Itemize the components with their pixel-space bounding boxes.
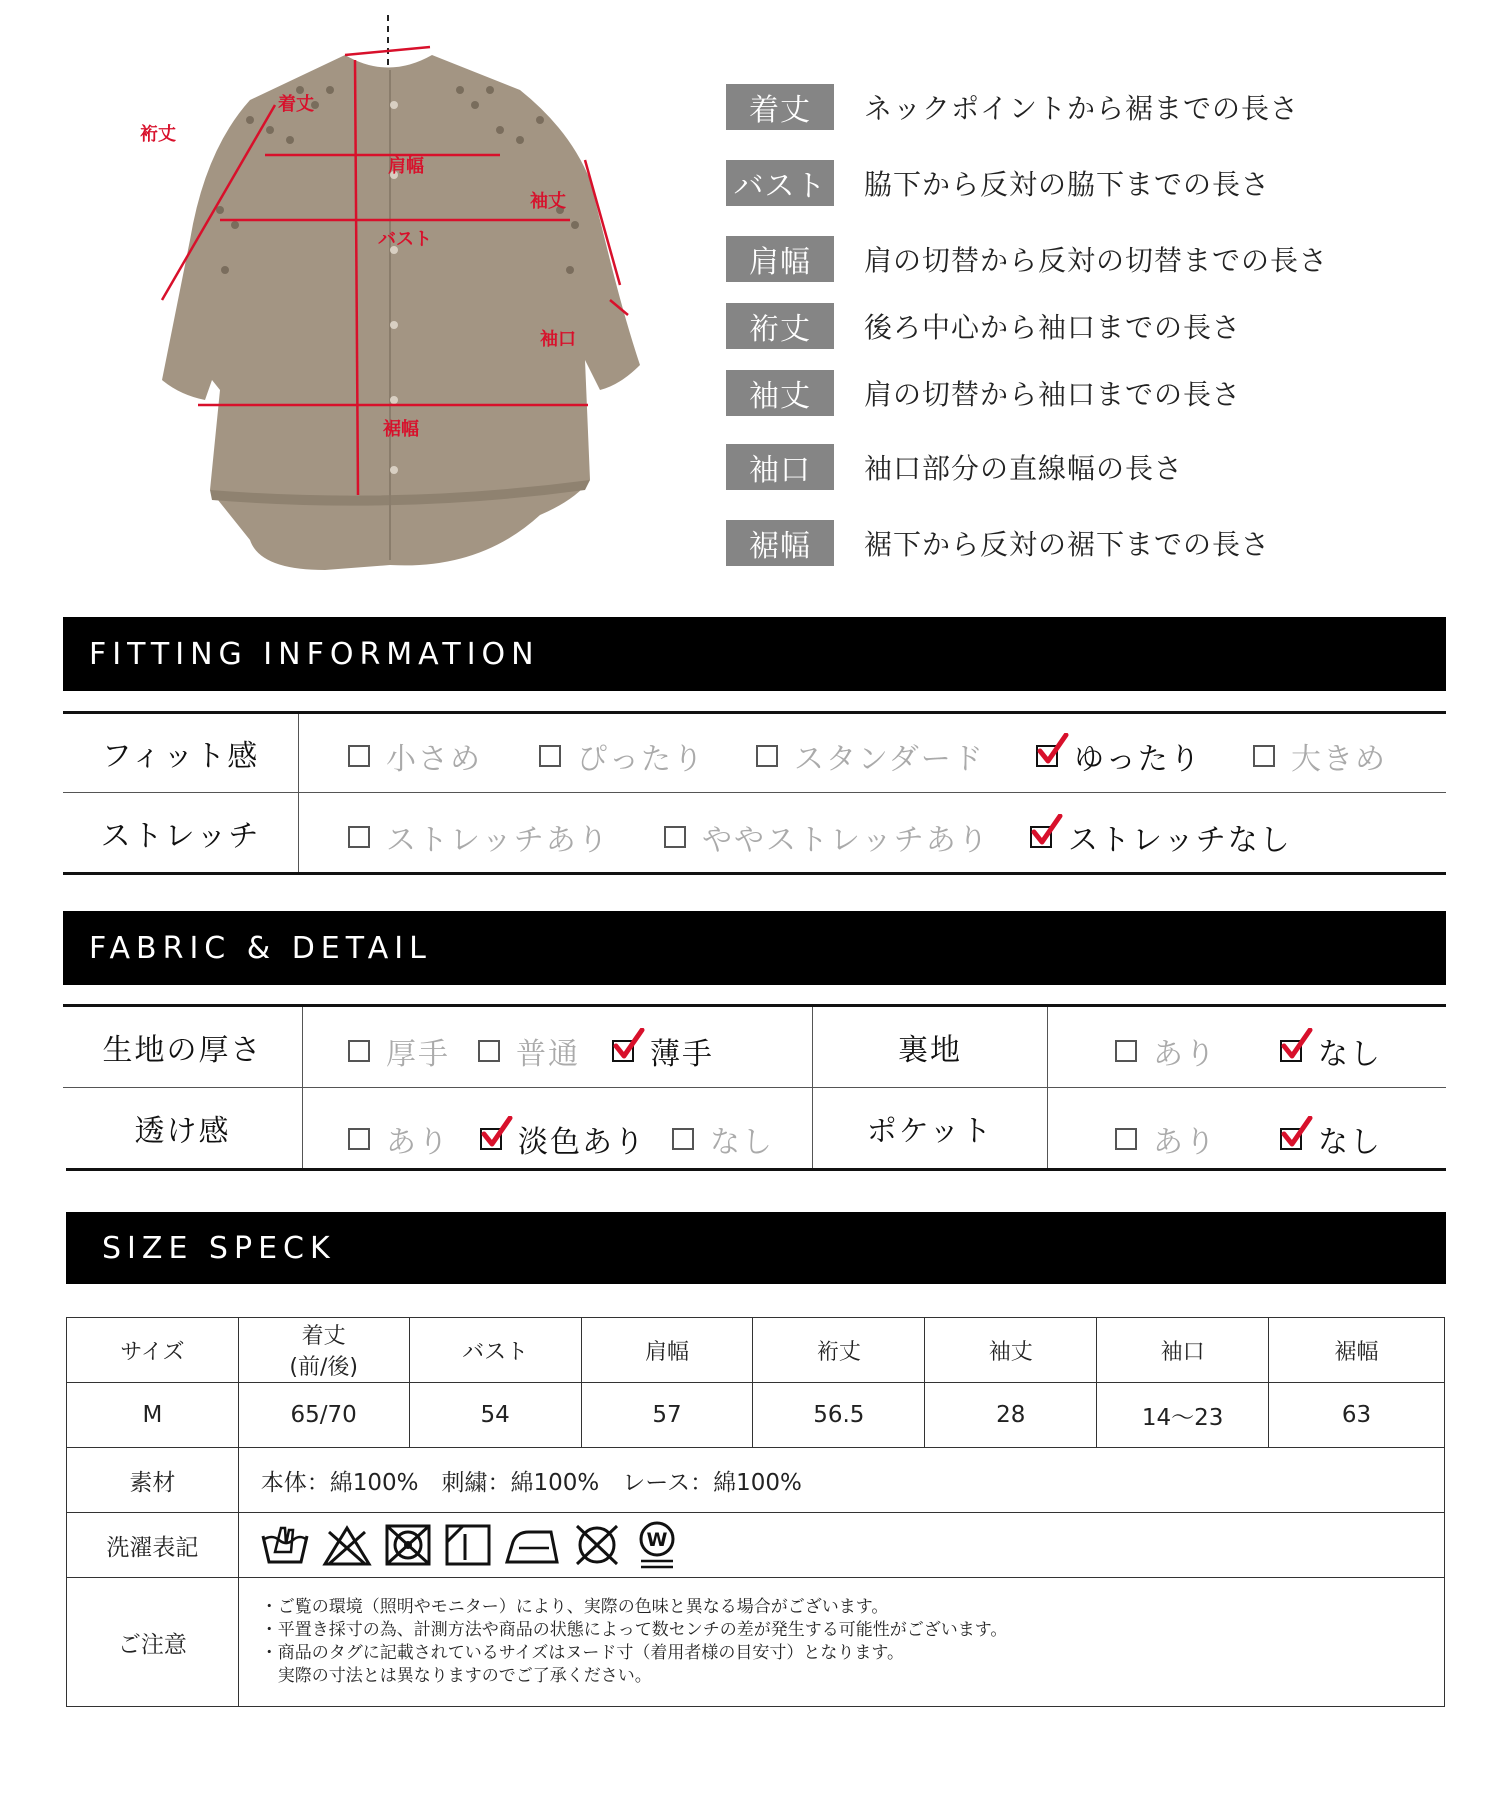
thickness-option-normal[interactable]: 普通	[478, 1029, 580, 1073]
notes-row	[67, 1578, 1445, 1707]
cell: 57	[581, 1383, 753, 1448]
checkbox[interactable]	[348, 745, 370, 767]
cell: M	[67, 1383, 239, 1448]
legend-tag: 袖口	[726, 444, 834, 490]
fit-option-fitted[interactable]: ぴったり	[539, 734, 705, 778]
label-length: 着丈	[278, 94, 314, 115]
size-row-m	[67, 1383, 1445, 1448]
legend-row	[726, 236, 1328, 282]
legend-row	[726, 84, 1299, 130]
fit-label: フィット感	[101, 739, 260, 774]
hand-wash-icon	[259, 1522, 311, 1568]
lining-option-yes[interactable]: あり	[1115, 1029, 1217, 1073]
note-line: ・ご覧の環境（照明やモニター）により、実際の色味と異なる場合がございます。	[260, 1597, 889, 1617]
garment-measurement-diagram	[100, 10, 700, 590]
checkbox[interactable]	[664, 826, 686, 848]
wet-clean-icon	[633, 1519, 681, 1571]
divider	[1047, 1007, 1048, 1168]
stretch-option-slight[interactable]: ややストレッチあり	[664, 815, 990, 859]
checkbox[interactable]	[539, 745, 561, 767]
col-sleeve-full: 裄丈	[753, 1318, 925, 1383]
checkbox[interactable]	[672, 1128, 694, 1150]
checkmark-icon	[1280, 1028, 1314, 1062]
label-sleeve-full: 裄丈	[140, 124, 176, 145]
legend-desc: 肩の切替から反対の切替までの長さ	[864, 244, 1329, 277]
legend-tag: 裄丈	[726, 303, 834, 349]
size-header: SIZE SPECK	[66, 1212, 1446, 1284]
cell: 14〜23	[1097, 1383, 1269, 1448]
checkbox[interactable]	[348, 1128, 370, 1150]
note-line: 実際の寸法とは異なりますのでご了承ください。	[260, 1666, 652, 1686]
note-line: ・商品のタグに記載されているサイズはヌード寸（着用者様の目安寸）となります。	[260, 1643, 905, 1663]
thickness-option-thin[interactable]: 薄手	[612, 1029, 714, 1073]
fabric-header: FABRIC & DETAIL	[63, 911, 1446, 985]
note-line: ・平置き採寸の為、計測方法や商品の状態によって数センチの差が発生する可能性がございます。	[260, 1620, 1008, 1640]
care-symbols	[238, 1513, 1444, 1578]
legend-desc: 肩の切替から袖口までの長さ	[864, 378, 1242, 411]
label-bust: バスト	[378, 229, 432, 250]
legend-row	[726, 303, 1241, 349]
legend-desc: ネックポイントから裾までの長さ	[864, 92, 1300, 125]
no-bleach-icon	[321, 1522, 373, 1568]
legend-desc: 裾下から反対の裾下までの長さ	[864, 528, 1271, 561]
legend-tag: バスト	[726, 160, 834, 206]
legend-tag: 着丈	[726, 84, 834, 130]
checkbox[interactable]	[478, 1040, 500, 1062]
divider	[66, 1168, 1446, 1171]
size-table	[66, 1317, 1445, 1707]
checkmark-icon	[612, 1028, 646, 1062]
no-tumble-dry-icon	[383, 1522, 433, 1568]
label-cuff: 袖口	[540, 329, 576, 350]
checkbox[interactable]	[1280, 1040, 1302, 1062]
pocket-option-no[interactable]: なし	[1280, 1117, 1382, 1161]
thickness-label: 生地の厚さ	[102, 1033, 263, 1068]
checkbox[interactable]	[1115, 1128, 1137, 1150]
size-header-row	[67, 1318, 1445, 1383]
checkmark-icon	[1036, 733, 1070, 767]
notes-label: ご注意	[67, 1578, 239, 1707]
divider	[302, 1007, 303, 1168]
checkbox[interactable]	[348, 826, 370, 848]
fit-option-loose[interactable]: ゆったり	[1036, 734, 1202, 778]
checkbox[interactable]	[348, 1040, 370, 1062]
checkbox[interactable]	[612, 1040, 634, 1062]
sheer-option-light[interactable]: 淡色あり	[480, 1117, 646, 1161]
no-dry-clean-icon	[571, 1522, 623, 1568]
legend-row	[726, 520, 1270, 566]
legend-desc: 脇下から反対の脇下までの長さ	[864, 168, 1271, 201]
legend-row	[726, 370, 1241, 416]
checkbox[interactable]	[756, 745, 778, 767]
col-length-sub: (前/後)	[289, 1355, 358, 1380]
checkbox[interactable]	[1115, 1040, 1137, 1062]
legend-desc: 後ろ中心から袖口までの長さ	[864, 311, 1242, 344]
label-hem: 裾幅	[383, 419, 419, 440]
care-label: 洗濯表記	[67, 1513, 239, 1578]
checkmark-icon	[1030, 814, 1064, 848]
checkmark-icon	[480, 1116, 514, 1150]
col-hem: 裾幅	[1269, 1318, 1445, 1383]
fit-option-small[interactable]: 小さめ	[348, 734, 482, 778]
legend-row	[726, 444, 1183, 490]
cell: 54	[409, 1383, 581, 1448]
checkbox[interactable]	[480, 1128, 502, 1150]
checkbox[interactable]	[1253, 745, 1275, 767]
legend-row	[726, 160, 1270, 206]
checkbox[interactable]	[1036, 745, 1058, 767]
divider	[298, 714, 299, 872]
divider	[63, 872, 1446, 875]
care-row	[67, 1513, 1445, 1578]
sheer-option-no[interactable]: なし	[672, 1117, 774, 1161]
checkbox[interactable]	[1280, 1128, 1302, 1150]
cell: 56.5	[753, 1383, 925, 1448]
stretch-label: ストレッチ	[100, 818, 261, 854]
notes-value	[238, 1578, 1444, 1707]
legend-tag: 肩幅	[726, 236, 834, 282]
lining-option-no[interactable]: なし	[1280, 1029, 1382, 1073]
fit-option-large[interactable]: 大きめ	[1253, 734, 1387, 778]
thickness-option-thick[interactable]: 厚手	[348, 1029, 450, 1073]
low-iron-icon	[503, 1522, 561, 1568]
legend-desc: 袖口部分の直線幅の長さ	[864, 452, 1184, 485]
pocket-label: ポケット	[866, 1114, 994, 1149]
fit-option-standard[interactable]: スタンダード	[756, 734, 985, 778]
line-dry-shade-icon	[443, 1522, 493, 1568]
pocket-option-yes[interactable]: あり	[1115, 1117, 1217, 1161]
legend-tag: 袖丈	[726, 370, 834, 416]
material-label: 素材	[67, 1448, 239, 1513]
cell: 65/70	[238, 1383, 409, 1448]
checkmark-icon	[1280, 1116, 1314, 1150]
col-size: サイズ	[67, 1318, 239, 1383]
sheer-option-yes[interactable]: あり	[348, 1117, 450, 1161]
stretch-option-none[interactable]: ストレッチなし	[1030, 815, 1292, 859]
sheer-label: 透け感	[134, 1114, 231, 1149]
stretch-option-yes[interactable]: ストレッチあり	[348, 815, 610, 859]
label-shoulder: 肩幅	[388, 156, 424, 177]
col-cuff: 袖口	[1097, 1318, 1269, 1383]
fitting-header: FITTING INFORMATION	[63, 617, 1446, 691]
material-row	[67, 1448, 1445, 1513]
legend-tag: 裾幅	[726, 520, 834, 566]
material-value: 本体：綿100% 刺繍：綿100% レース：綿100%	[238, 1448, 1444, 1513]
col-length-title: 着丈	[301, 1324, 346, 1349]
cell: 63	[1269, 1383, 1445, 1448]
cell: 28	[925, 1383, 1097, 1448]
col-shoulder: 肩幅	[581, 1318, 753, 1383]
col-length	[238, 1318, 409, 1383]
lining-label: 裏地	[898, 1033, 962, 1068]
checkbox[interactable]	[1030, 826, 1052, 848]
label-sleeve: 袖丈	[530, 191, 566, 212]
col-sleeve: 袖丈	[925, 1318, 1097, 1383]
wet-clean-letter: W	[646, 1529, 668, 1551]
col-bust: バスト	[409, 1318, 581, 1383]
